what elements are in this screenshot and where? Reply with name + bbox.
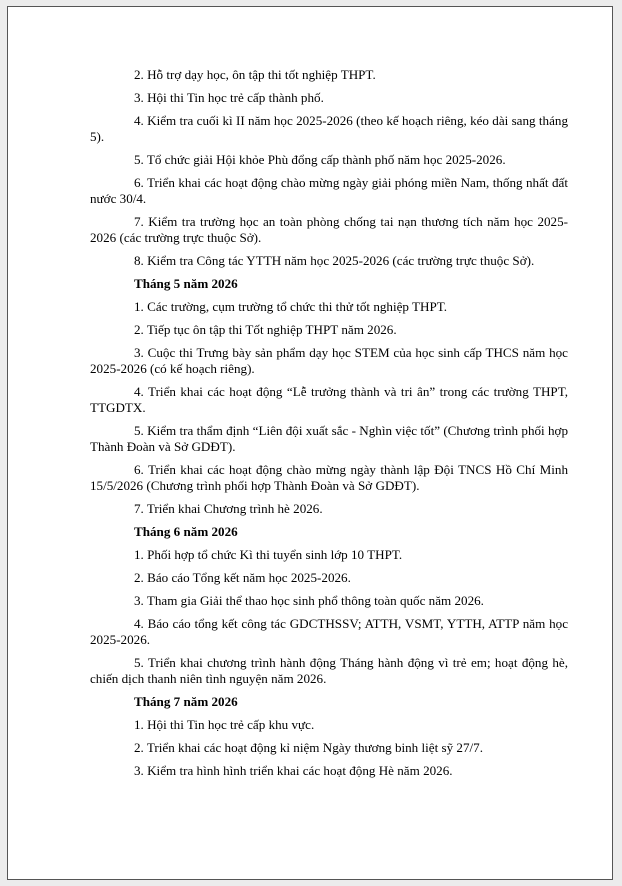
list-item: 4. Báo cáo tổng kết công tác GDCTHSSV; ATTH, VSMT, YTTH, ATTP năm học 2025-2026. <box>90 616 568 647</box>
list-item: 1. Phối hợp tổ chức Kì thi tuyển sinh lớp 10 THPT. <box>134 547 403 562</box>
list-item: 3. Tham gia Giải thể thao học sinh phổ thông toàn quốc năm 2026. <box>134 593 484 608</box>
list-item: 2. Báo cáo Tổng kết năm học 2025-2026. <box>134 570 351 585</box>
list-item: 6. Triển khai các hoạt động chào mừng ngày giải phóng miền Nam, thống nhất đất nước 30/4. <box>90 175 568 206</box>
list-item: 6. Triển khai các hoạt động chào mừng ngày thành lập Đội TNCS Hồ Chí Minh 15/5/2026 (Chương trình phối hợp Thành Đoàn và Sở GDĐT). <box>90 462 568 493</box>
list-item: 5. Triển khai chương trình hành động Tháng hành động vì trẻ em; hoạt động hè, chiến dịch thanh niên tình nguyện năm 2026. <box>90 655 568 686</box>
list-item: 2. Tiếp tục ôn tập thi Tốt nghiệp THPT năm 2026. <box>134 322 397 337</box>
section-heading-month-7: Tháng 7 năm 2026 <box>134 694 238 709</box>
document-page <box>7 6 613 880</box>
list-item: 1. Các trường, cụm trường tổ chức thi thử tốt nghiệp THPT. <box>134 299 448 314</box>
list-item: 4. Kiểm tra cuối kì II năm học 2025-2026 (theo kế hoạch riêng, kéo dài sang tháng 5). <box>90 113 568 144</box>
list-item: 3. Kiểm tra hình hình triển khai các hoạt động Hè năm 2026. <box>134 763 453 778</box>
list-item: 2. Hỗ trợ dạy học, ôn tập thi tốt nghiệp THPT. <box>134 67 376 82</box>
list-item: 3. Hội thi Tin học trẻ cấp thành phố. <box>134 90 324 105</box>
list-item: 1. Hội thi Tin học trẻ cấp khu vực. <box>134 717 315 732</box>
list-item: 5. Kiểm tra thẩm định “Liên đội xuất sắc - Nghìn việc tốt” (Chương trình phối hợp Thành Đoàn và Sở GDĐT). <box>90 423 568 454</box>
list-item: 5. Tổ chức giải Hội khỏe Phù đổng cấp thành phố năm học 2025-2026. <box>134 152 506 167</box>
section-heading-month-6: Tháng 6 năm 2026 <box>134 524 238 539</box>
list-item: 7. Triển khai Chương trình hè 2026. <box>134 501 323 516</box>
list-item: 2. Triển khai các hoạt động kỉ niệm Ngày thương binh liệt sỹ 27/7. <box>134 740 483 755</box>
list-item: 3. Cuộc thi Trưng bày sản phẩm dạy học STEM của học sinh cấp THCS năm học 2025-2026 (có kế hoạch riêng). <box>90 345 568 376</box>
list-item: 4. Triển khai các hoạt động “Lễ trưởng thành và tri ân” trong các trường THPT, TTGDTX. <box>90 384 568 415</box>
document-body <box>90 67 568 786</box>
list-item: 7. Kiểm tra trường học an toàn phòng chống tai nạn thương tích năm học 2025-2026 (các trường trực thuộc Sở). <box>90 214 568 245</box>
section-heading-month-5: Tháng 5 năm 2026 <box>134 276 238 291</box>
list-item: 8. Kiểm tra Công tác YTTH năm học 2025-2026 (các trường trực thuộc Sở). <box>134 253 535 268</box>
